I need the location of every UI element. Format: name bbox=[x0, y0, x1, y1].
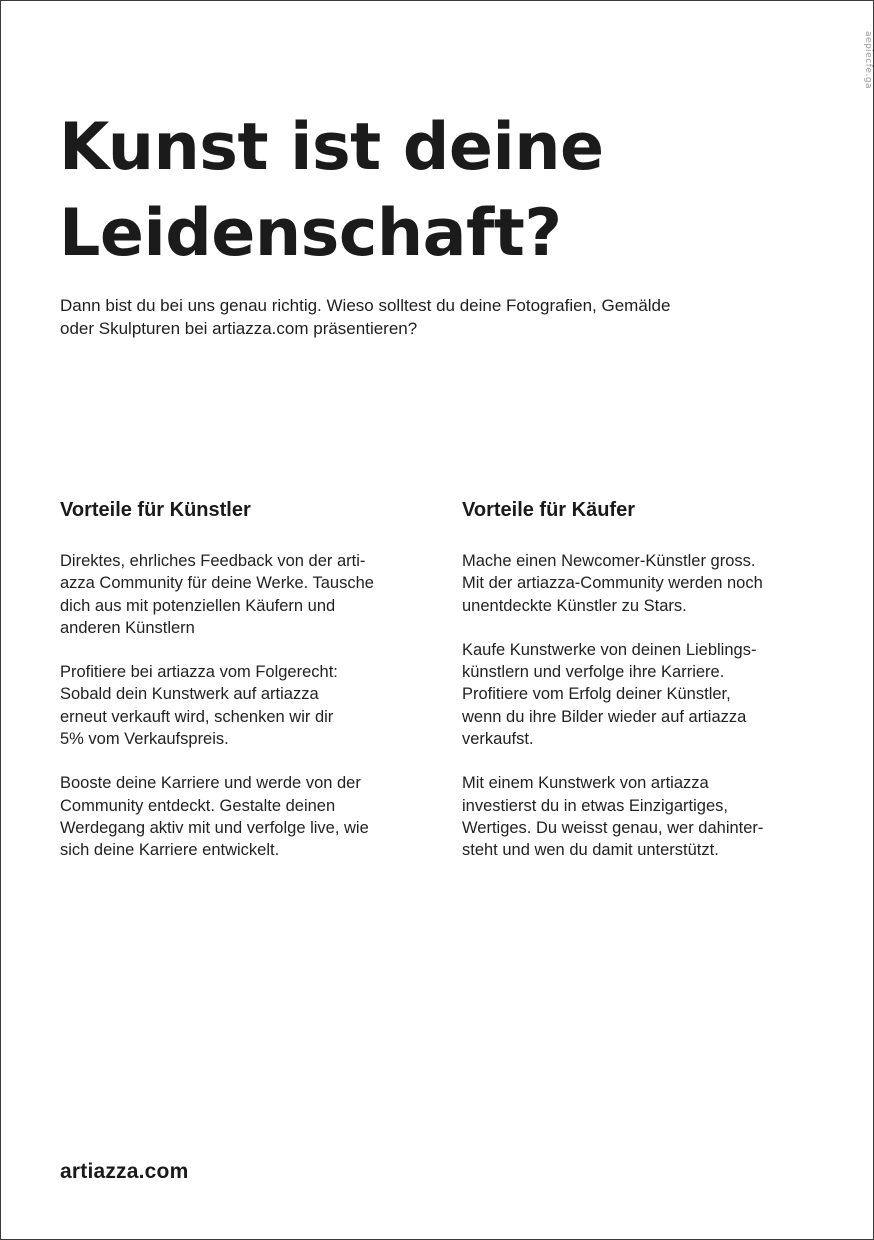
text-line: erneut verkauft wird, schenken wir dir bbox=[60, 707, 334, 726]
text-line: Mit der artiazza-Community werden noch bbox=[462, 574, 763, 593]
text-line: sich deine Karriere entwickelt. bbox=[60, 841, 280, 860]
artists-benefits-heading: Vorteile für Künstler bbox=[60, 499, 251, 521]
text-line: wenn du ihre Bilder wieder auf artiazza bbox=[462, 707, 747, 726]
text-line: Werdegang aktiv mit und verfolge live, wie bbox=[60, 818, 369, 837]
buyers-benefits-column bbox=[462, 497, 832, 884]
text-line: dich aus mit potenziellen Käufern und bbox=[60, 596, 336, 615]
text-line: Profitiere vom Erfolg deiner Künstler, bbox=[462, 685, 731, 704]
artists-paragraph-3 bbox=[60, 772, 430, 861]
text-line: steht und wen du damit unterstützt. bbox=[462, 841, 719, 860]
artists-paragraph-1 bbox=[60, 550, 430, 639]
text-line: künstlern und verfolge ihre Karriere. bbox=[462, 663, 725, 682]
text-line: Profitiere bei artiazza vom Folgerecht: bbox=[60, 663, 338, 682]
text-line: unentdeckte Künstler zu Stars. bbox=[462, 596, 687, 615]
artists-paragraph-2 bbox=[60, 661, 430, 750]
headline-line-1: Kunst ist deine bbox=[59, 110, 604, 185]
text-line: anderen Künstlern bbox=[60, 618, 195, 637]
text-line: verkaufst. bbox=[462, 730, 534, 749]
intro-line-2: oder Skulpturen bei artiazza.com präsentieren? bbox=[60, 319, 418, 338]
text-line: Mache einen Newcomer-Künstler gross. bbox=[462, 552, 756, 570]
text-line: Direktes, ehrliches Feedback von der arti- bbox=[60, 552, 366, 570]
intro-text bbox=[60, 294, 780, 340]
text-line: Community entdeckt. Gestalte deinen bbox=[60, 796, 336, 815]
text-line: Sobald dein Kunstwerk auf artiazza bbox=[60, 685, 319, 704]
buyers-paragraph-3 bbox=[462, 772, 832, 861]
buyers-paragraph-1 bbox=[462, 550, 832, 617]
buyers-paragraph-2 bbox=[462, 639, 832, 750]
headline-line-2: Leidenschaft? bbox=[59, 196, 562, 271]
side-imprint-mark: aepiecfe.ga bbox=[863, 31, 873, 90]
artists-benefits-column bbox=[60, 497, 430, 884]
intro-line-1: Dann bist du bei uns genau richtig. Wieso solltest du deine Fotografien, Gemälde bbox=[60, 296, 671, 315]
text-line: Kaufe Kunstwerke von deinen Lieblings- bbox=[462, 640, 757, 659]
text-line: 5% vom Verkaufspreis. bbox=[60, 730, 229, 749]
text-line: Wertiges. Du weisst genau, wer dahinter- bbox=[462, 818, 764, 837]
text-line: Booste deine Karriere und werde von der bbox=[60, 774, 361, 793]
buyers-benefits-heading: Vorteile für Käufer bbox=[462, 499, 635, 521]
text-line: Mit einem Kunstwerk von artiazza bbox=[462, 774, 709, 793]
text-line: azza Community für deine Werke. Tausche bbox=[60, 574, 374, 593]
text-line: investierst du in etwas Einzigartiges, bbox=[462, 796, 728, 815]
website-url: artiazza.com bbox=[60, 1160, 189, 1183]
headline bbox=[59, 105, 819, 277]
